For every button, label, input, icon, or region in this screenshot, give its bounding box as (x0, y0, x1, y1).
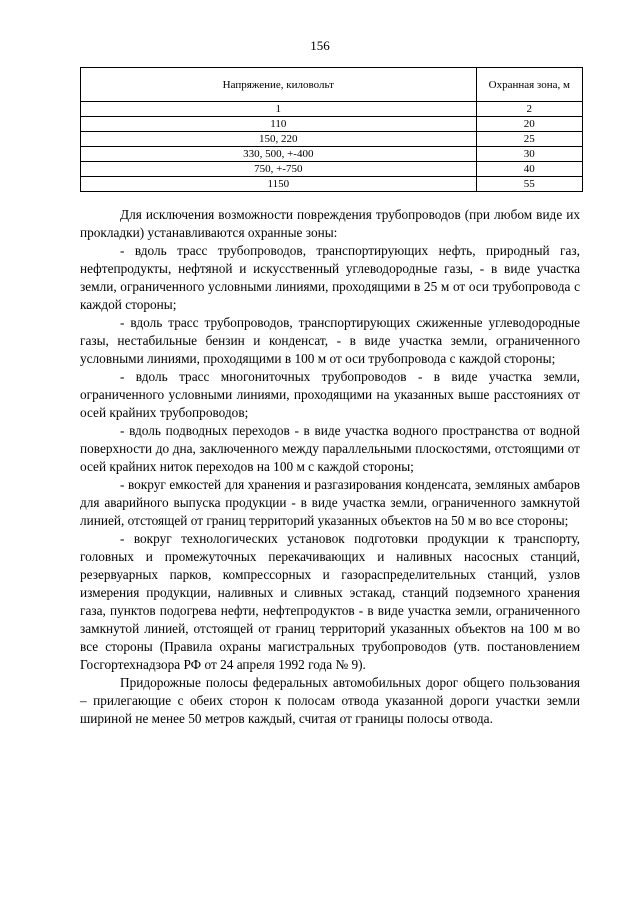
paragraph-liquefied-gas-pipelines: - вдоль трасс трубопроводов, транспортирующих сжиженные углеводородные газы, нестабильные бензин и конденсат, - в виде участка земли, ограниченного условными линиями, проходящими в 100 м от оси трубопровода с каждой стороны; (80, 315, 580, 366)
page-number: 156 (310, 38, 330, 53)
paragraph-multi-line-pipelines: - вдоль трасс многониточных трубопроводов - в виде участка земли, ограниченного условными линиями, проходящими на указанных выше расстояниях от осей крайних трубопроводов; (80, 369, 580, 420)
paragraph-oil-gas-pipelines: - вдоль трасс трубопроводов, транспортирующих нефть, природный газ, нефтепродукты, нефтяной и искусственный углеводородные газы, - в виде участка земли, ограниченного условными линиями, проходящими в 25 м от оси трубопровода с каждой стороны; (80, 243, 580, 312)
cell-voltage: 1 (81, 102, 477, 117)
table-row (81, 177, 583, 192)
paragraph-condensate-tanks: - вокруг емкостей для хранения и разгазирования конденсата, земляных амбаров для аварийного выпуска продукции - в виде участка земли, ограниченного замкнутой линией, отстоящей от границ территорий указанных объектов на 50 м во все стороны; (80, 477, 580, 528)
table-row (81, 162, 583, 177)
table-header-row (81, 68, 583, 102)
cell-zone: 30 (476, 147, 582, 162)
table-row (81, 117, 583, 132)
paragraph-intro: Для исключения возможности повреждения трубопроводов (при любом виде их прокладки) устанавливаются охранные зоны: (80, 207, 580, 240)
protection-zone-table (80, 67, 583, 192)
header-voltage: Напряжение, киловольт (81, 68, 477, 102)
cell-zone: 40 (476, 162, 582, 177)
cell-zone: 25 (476, 132, 582, 147)
cell-zone: 2 (476, 102, 582, 117)
cell-voltage: 110 (81, 117, 477, 132)
body-text (80, 206, 580, 728)
cell-voltage: 150, 220 (81, 132, 477, 147)
cell-zone: 20 (476, 117, 582, 132)
table-row (81, 102, 583, 117)
cell-voltage: 1150 (81, 177, 477, 192)
cell-voltage: 330, 500, +-400 (81, 147, 477, 162)
paragraph-technological-installations: - вокруг технологических установок подготовки продукции к транспорту, головных и промежуточных перекачивающих и наливных насосных станций, резервуарных парков, компрессорных и газораспределительных станций, узлов измерения продукции, наливных и сливных эстакад, станций подземного хранения газа, пунктов подогрева нефти, нефтепродуктов - в виде участка земли, ограниченного замкнутой линией, отстоящей от границ территорий указанных объектов на 100 м во все стороны (Правила охраны магистральных трубопроводов (утв. постановлением Госгортехнадзора РФ от 24 апреля 1992 года № 9). (80, 531, 580, 672)
cell-voltage: 750, +-750 (81, 162, 477, 177)
table-row (81, 132, 583, 147)
cell-zone: 55 (476, 177, 582, 192)
paragraph-underwater-crossings: - вдоль подводных переходов - в виде участка водного пространства от водной поверхности до дна, заключенного между параллельными плоскостями, отстоящими от осей крайних ниток переходов на 100 м с каждой стороны; (80, 423, 580, 474)
header-protection-zone: Охранная зона, м (476, 68, 582, 102)
paragraph-roadside-strips: Придорожные полосы федеральных автомобильных дорог общего пользования – прилегающие с обеих сторон к полосам отвода указанной дороги участки земли шириной не менее 50 метров каждый, считая от границы полосы отвода. (80, 675, 580, 726)
table-row (81, 147, 583, 162)
